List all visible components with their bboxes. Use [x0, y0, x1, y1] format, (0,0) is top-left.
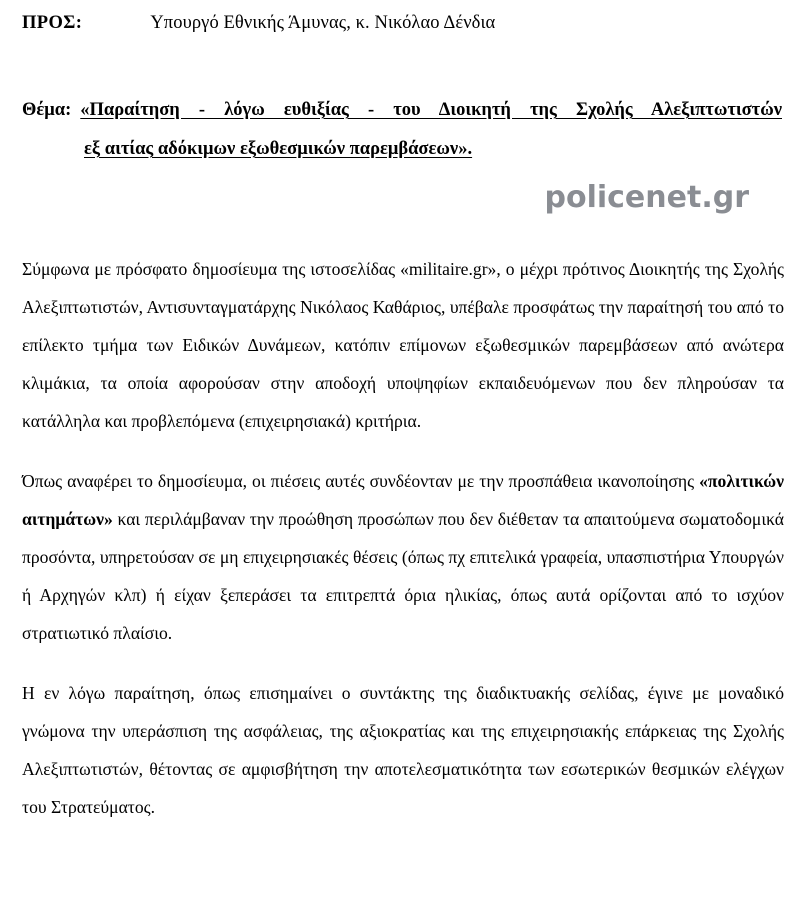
paragraph-1: Σύμφωνα με πρόσφατο δημοσίευμα της ιστοσελίδας «militaire.gr», ο μέχρι πρότινος Διοικητής της Σχολής Αλεξιπτωτιστών, Αντισυνταγματάρχης Νικόλαος Καθάριος, υπέβαλε προσφάτως την παραίτησή του από το επίλεκτο τμήμα των Ειδικών Δυνάμεων, κατόπιν επίμονων εξωθεσμικών παρεμβάσεων από ανώτερα κλιμάκια, τα οποία αφορούσαν στην αποδοχή υποψηφίων εκπαιδευόμενων που δεν πληρούσαν τα κατάλληλα και προβλεπόμενα (επιχειρησιακά) κριτήρια. — [22, 259, 784, 431]
recipient-header — [22, 13, 782, 34]
paragraph-3: Η εν λόγω παραίτηση, όπως επισημαίνει ο συντάκτης της διαδικτυακής σελίδας, έγινε με μοναδικό γνώμονα την υπεράσπιση της ασφάλειας, της αξιοκρατίας και της επιχειρησιακής επάρκειας της Σχολής Αλεξιπτωτιστών, θέτοντας σε αμφισβήτηση την αποτελεσματικότητα των εσωτερικών θεσμικών ελέγχων του Στρατεύματος. — [22, 683, 784, 817]
paragraph-2-text-after: και περιλάμβαναν την προώθηση προσώπων που δεν διέθεταν τα απαιτούμενα σωματοδομικά προσόντα, υπηρετούσαν σε μη επιχειρησιακές θέσεις (όπως πχ επιτελικά γραφεία, υπασπιστήρια Υπουργών ή Αρχηγών κλπ) ή είχαν ξεπεράσει τα επιτρεπτά όρια ηλικίας, όπως αυτά ορίζονται από το ισχύον στρατιωτικό πλαίσιο. — [22, 509, 784, 643]
paragraph-2 — [22, 462, 784, 652]
subject-label: Θέμα: — [22, 100, 72, 120]
recipient-label: ΠΡΟΣ: — [22, 13, 83, 33]
subject-text-line-2: εξ αιτίας αδόκιμων εξωθεσμικών παρεμβάσεων». — [84, 139, 473, 159]
subject-text-line-1: «Παραίτηση - λόγω ευθιξίας - του Διοικητή της Σχολής Αλεξιπτωτιστών — [80, 100, 782, 120]
recipient-value: Υπουργό Εθνικής Άμυνας, κ. Νικόλαο Δένδια — [150, 13, 496, 33]
paragraph-2-emphasis: «πολιτικών αιτημάτων» — [22, 471, 784, 529]
subject-line-first — [22, 100, 782, 121]
subject-line-second — [22, 139, 782, 160]
paragraph-2-text-before: Όπως αναφέρει το δημοσίευμα, οι πιέσεις αυτές συνδέονταν με την προσπάθεια ικανοποίησης — [22, 471, 700, 491]
document-body — [22, 250, 784, 826]
subject-block — [22, 100, 782, 160]
watermark: policenet.gr — [544, 180, 749, 215]
